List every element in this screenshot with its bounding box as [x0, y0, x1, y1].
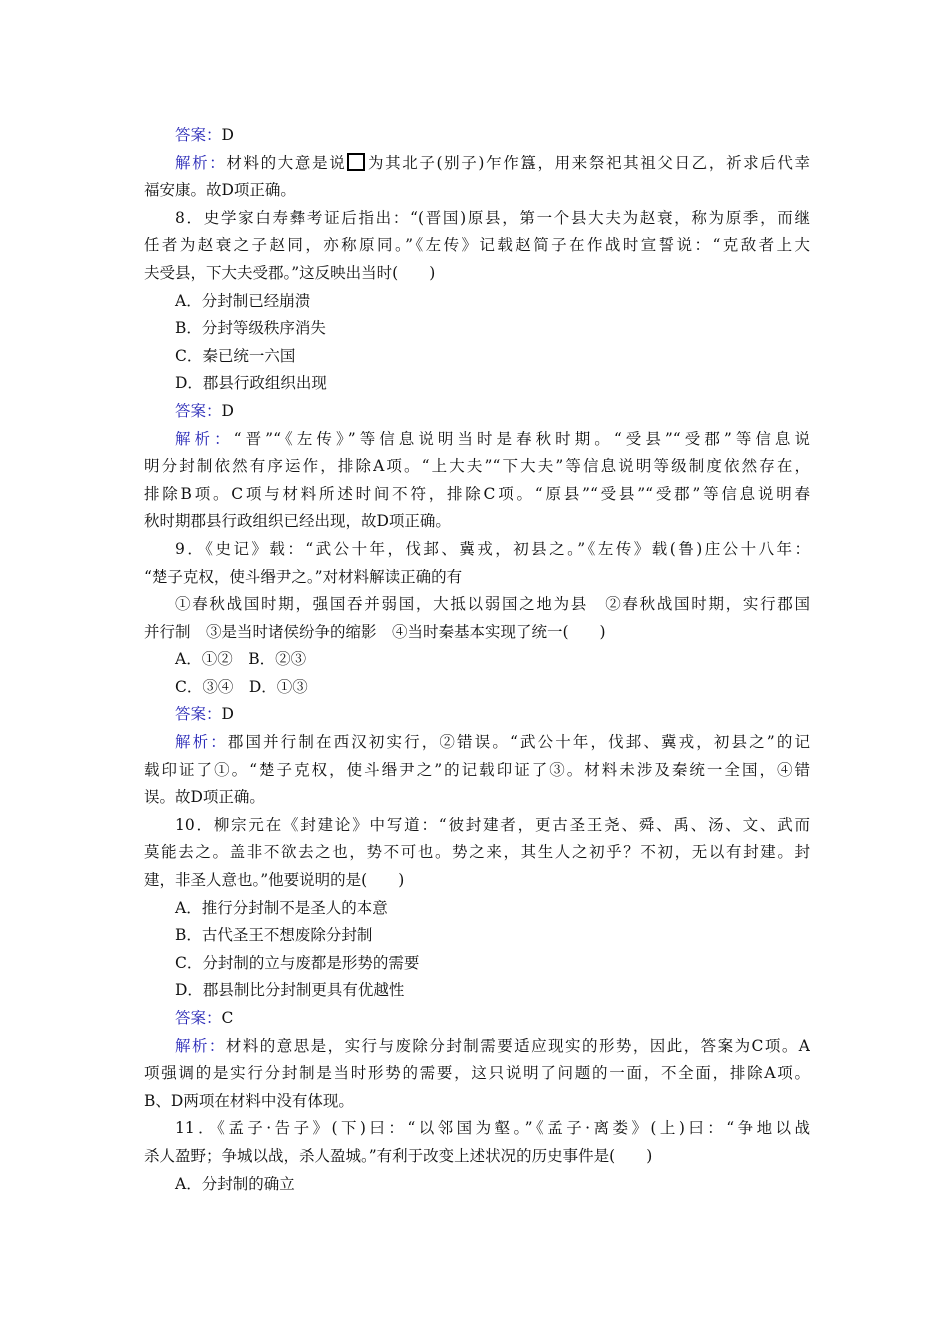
question-9-statements: ①春秋战国时期，强国吞并弱国，大抵以弱国之地为县 ②春秋战国时期，实行郡国 — [175, 595, 810, 614]
answer-line — [144, 1005, 810, 1033]
option-d: D．郡县制比分封制更具有优越性 — [175, 981, 405, 1000]
question-8-stem: 8．史学家白寿彝考证后指出：“(晋国)原县，第一个县大夫为赵衰，称为原季，而继 — [175, 208, 810, 227]
analysis-text: “晋”“《左传》”等信息说明当时是春秋时期。“受县”“受郡”等信息说 — [233, 429, 810, 448]
paragraph-line: 项强调的是实行分封制是当时形势的需要，这只说明了问题的一面，不全面，排除A项。 — [144, 1064, 810, 1083]
paragraph-line: 福安康。故D项正确。 — [144, 181, 296, 200]
option-a: A．分封制的确立 — [175, 1174, 295, 1193]
answer-value: D — [221, 401, 234, 420]
analysis-label: 解析： — [175, 1036, 226, 1055]
answer-line — [144, 122, 810, 150]
option-b: B．古代圣王不想废除分封制 — [175, 926, 373, 945]
analysis-line — [144, 1033, 810, 1061]
options-row: C．③④ D．①③ — [175, 677, 308, 696]
answer-label: 答案： — [175, 705, 222, 724]
analysis-text-before-glyph: 材料的大意是说 — [226, 153, 347, 172]
analysis-text: 材料的意思是，实行与废除分封制需要适应现实的形势，因此，答案为C项。A — [225, 1036, 810, 1055]
question-10-stem: 10．柳宗元在《封建论》中写道：“彼封建者，更古圣王尧、舜、禹、汤、文、武而 — [175, 815, 810, 834]
option-b: B．分封等级秩序消失 — [175, 319, 326, 338]
analysis-label: 解析： — [175, 429, 234, 448]
option-c: C．秦已统一六国 — [175, 346, 296, 365]
question-9-stem: 9．《史记》载：“武公十年，伐邽、冀戎，初县之。”《左传》载(鲁)庄公十八年： — [175, 539, 810, 558]
document-body — [144, 122, 810, 1198]
paragraph-line: 排除B项。C项与材料所述时间不符，排除C项。“原县”“受县”“受郡”等信息说明春 — [144, 484, 810, 503]
paragraph-line: 误。故D项正确。 — [144, 788, 265, 807]
question-11-stem: 11．《孟子·告子》(下)曰：“以邻国为壑。”《孟子·离娄》(上)曰：“争地以战 — [175, 1119, 810, 1138]
paragraph-line: 秋时期郡县行政组织已经出现，故D项正确。 — [144, 512, 451, 531]
option-c: C．分封制的立与废都是形势的需要 — [175, 953, 420, 972]
answer-value: D — [221, 126, 234, 144]
analysis-line — [144, 729, 810, 757]
answer-label: 答案： — [175, 126, 222, 144]
option-a: A．分封制已经崩溃 — [175, 291, 311, 310]
question-10-stem: 莫能去之。盖非不欲去之也，势不可也。势之来，其生人之初乎？不初，无以有封建。封 — [144, 843, 810, 862]
question-11-stem: 杀人盈野；争城以战，杀人盈城。”有利于改变上述状况的历史事件是( ) — [144, 1146, 653, 1165]
answer-line — [144, 398, 810, 426]
question-8-stem: 夫受县，下大夫受郡。”这反映出当时( ) — [144, 263, 436, 282]
question-8-stem: 任者为赵衰之子赵同，亦称原同。”《左传》记载赵简子在作战时宣誓说：“克敌者上大 — [144, 236, 810, 255]
analysis-label: 解析： — [175, 733, 228, 752]
analysis-line — [144, 426, 810, 454]
paragraph-line: 明分封制依然有序运作，排除A项。“上大夫”“下大夫”等信息说明等级制度依然存在， — [144, 457, 810, 476]
analysis-label: 解析： — [175, 153, 227, 172]
answer-label: 答案： — [175, 401, 222, 420]
paragraph-line: 载印证了①。“楚子克权，使斗缗尹之”的记载印证了③。材料未涉及秦统一全国，④错 — [144, 760, 810, 779]
analysis-text-after-glyph: 为其北子(别子)乍作簋，用来祭祀其祖父日乙，祈求后代幸 — [366, 153, 810, 172]
missing-glyph-box — [347, 153, 365, 171]
question-9-stem: “楚子克权，使斗缗尹之。”对材料解读正确的有 — [144, 567, 463, 586]
analysis-line — [144, 150, 810, 178]
option-a: A．推行分封制不是圣人的本意 — [175, 898, 388, 917]
analysis-text: 郡国并行制在西汉初实行，②错误。“武公十年，伐邽、冀戎，初县之”的记 — [227, 733, 810, 752]
answer-line — [144, 701, 810, 729]
answer-value: D — [221, 705, 234, 724]
question-9-statements: 并行制 ③是当时诸侯纷争的缩影 ④当时秦基本实现了统一( ) — [144, 622, 606, 641]
option-d: D．郡县行政组织出现 — [175, 374, 327, 393]
paragraph-line: B、D两项在材料中没有体现。 — [144, 1091, 354, 1110]
answer-label: 答案： — [175, 1009, 222, 1027]
question-10-stem: 建，非圣人意也。”他要说明的是( ) — [144, 871, 405, 890]
answer-value: C — [221, 1009, 234, 1027]
options-row: A．①② B．②③ — [175, 650, 307, 669]
